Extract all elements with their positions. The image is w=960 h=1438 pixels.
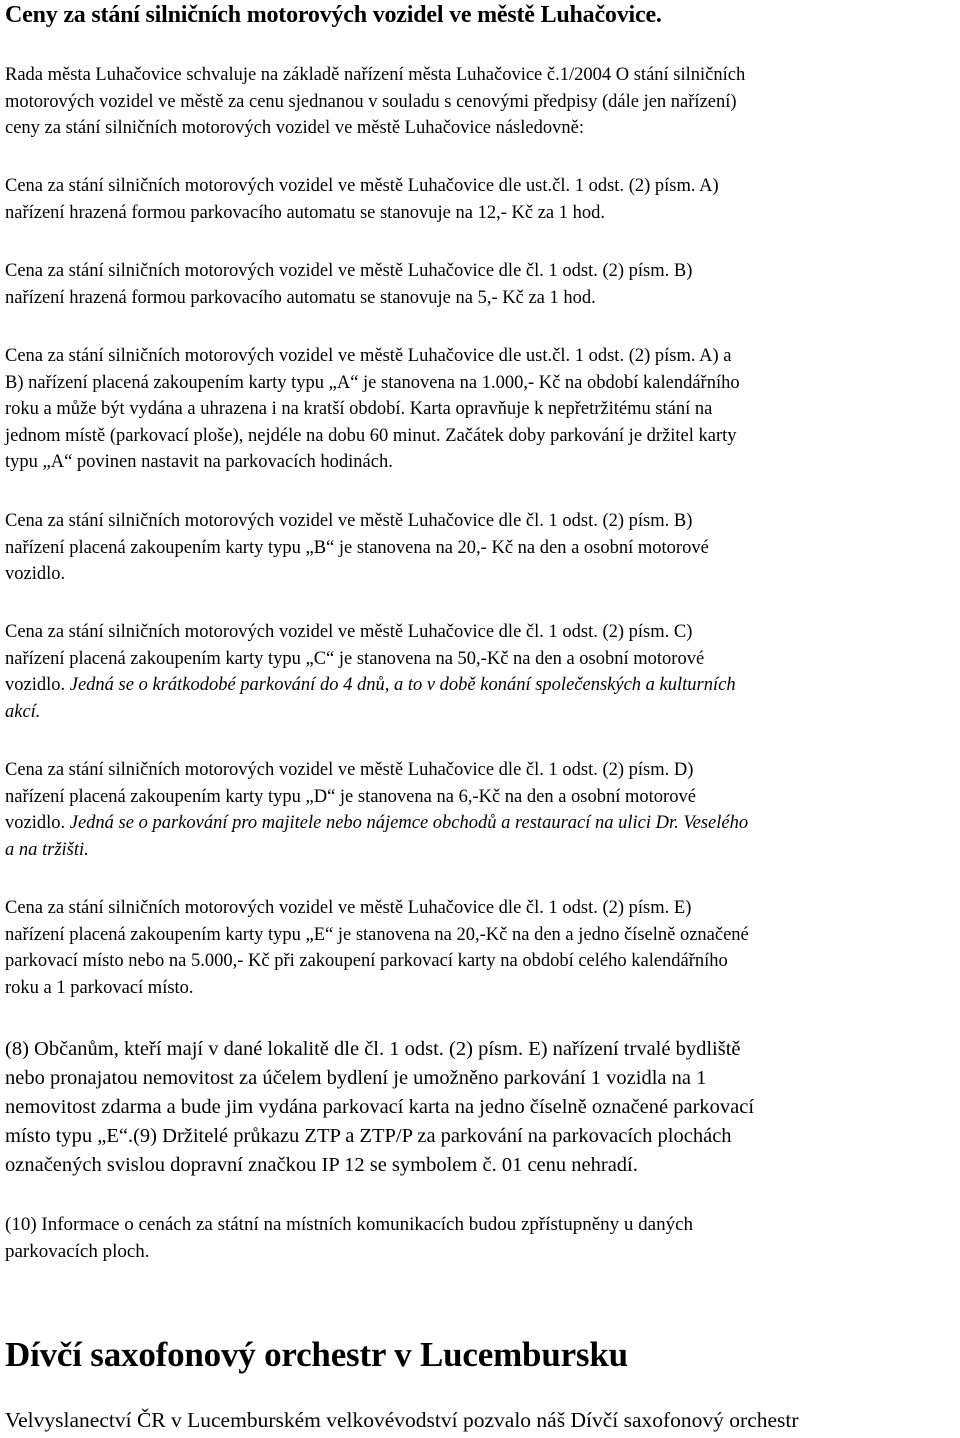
text-line: místo typu „E“.(9) Držitelé průkazu ZTP a ZTP/P za parkování na parkovacích plochách: [5, 1125, 732, 1147]
text-italic: Jedná se o parkování pro majitele nebo nájemce obchodů a restaurací na ulici Dr. Veselého: [69, 813, 749, 833]
paragraph-card-e: [5, 895, 960, 1001]
text-line: nařízení placená zakoupením karty typu „B“ je stanovena na 20,- Kč na den a osobní motorové: [5, 537, 709, 558]
text-line: ceny za stání silničních motorových vozidel ve městě Luhačovice následovně:: [5, 118, 584, 138]
text-line: (8) Občanům, kteří mají v dané lokalitě dle čl. 1 odst. (2) písm. E) nařízení trvalé bydliště: [5, 1038, 741, 1060]
text-line: Velvyslanectví ČR v Lucemburském velkovévodství pozvalo náš Dívčí saxofonový orchestr: [5, 1408, 799, 1432]
text-line: roku a 1 parkovací místo.: [5, 977, 194, 998]
text-italic: a na tržišti.: [5, 839, 89, 860]
text-line: Cena za stání silničních motorových vozidel ve městě Luhačovice dle čl. 1 odst. (2) písm. E): [5, 898, 692, 918]
text-line: vozidlo.: [5, 564, 66, 584]
text-line: nařízení placená zakoupením karty typu „E“ je stanovena na 20,-Kč na den a jedno číselně označené: [5, 924, 749, 945]
text-line: nemovitost zdarma a bude jim vydána parkovací karta na jedno číselně označené parkovací: [5, 1096, 755, 1118]
text-italic: akcí.: [5, 701, 41, 722]
text-line: jednom místě (parkovací ploše), nejdéle na dobu 60 minut. Začátek doby parkování je držitel karty: [5, 425, 737, 446]
text-line: roku a může být vydána a uhrazena i na kratší období. Karta opravňuje k nepřetržitému stání na: [5, 399, 713, 419]
paragraph-10: [5, 1211, 960, 1265]
text-line: (10) Informace o cenách za státní na místních komunikacích budou zpřístupněny u daných: [5, 1214, 693, 1235]
text-line: Rada města Luhačovice schvaluje na základě nařízení města Luhačovice č.1/2004 O stání silničních: [5, 65, 746, 85]
text-line: [5, 810, 960, 837]
text-italic: Jedná se o krátkodobé parkování do 4 dnů, a to v době konání společenských a kulturních: [69, 675, 736, 695]
text-line: Cena za stání silničních motorových vozidel ve městě Luhačovice dle čl. 1 odst. (2) písm. C): [5, 622, 693, 642]
text-line: nařízení placená zakoupením karty typu „D“ je stanovena na 6,-Kč na den a osobní motorové: [5, 786, 696, 807]
text-line: Cena za stání silničních motorových vozidel ve městě Luhačovice dle čl. 1 odst. (2) písm. D): [5, 760, 694, 780]
text-plain: vozidlo.: [5, 675, 70, 695]
text-line: typu „A“ povinen nastavit na parkovacích hodinách.: [5, 452, 393, 472]
text-line: označených svislou dopravní značkou IP 12 se symbolem č. 01 cenu nehradí.: [5, 1154, 638, 1176]
text-line: Cena za stání silničních motorových vozidel ve městě Luhačovice dle čl. 1 odst. (2) písm. B): [5, 261, 693, 281]
paragraph-card-b: [5, 508, 960, 588]
text-line: [5, 837, 960, 864]
text-line: Cena za stání silničních motorových vozidel ve městě Luhačovice dle čl. 1 odst. (2) písm. B): [5, 511, 693, 531]
paragraph-card-a: [5, 343, 960, 476]
text-line: Cena za stání silničních motorových vozidel ve městě Luhačovice dle ust.čl. 1 odst. (2) písm. A): [5, 176, 719, 196]
paragraph-price-b: [5, 258, 960, 311]
text-line: nařízení hrazená formou parkovacího automatu se stanovuje na 5,- Kč za 1 hod.: [5, 287, 596, 308]
section-title: Dívčí saxofonový orchestr v Lucembursku: [5, 1335, 628, 1374]
text-plain: vozidlo.: [5, 813, 70, 833]
text-line: [5, 672, 960, 699]
text-line: [5, 699, 960, 726]
intro-paragraph: [5, 62, 960, 142]
text-line: parkovací místo nebo na 5.000,- Kč při zakoupení parkovací karty na období celého kalendářního: [5, 951, 728, 971]
text-line: nařízení placená zakoupením karty typu „C“ je stanovena na 50,-Kč na den a osobní motorové: [5, 648, 705, 669]
text-line: nařízení hrazená formou parkovacího automatu se stanovuje na 12,- Kč za 1 hod.: [5, 202, 605, 223]
document-title: Ceny za stání silničních motorových vozidel ve městě Luhačovice.: [5, 2, 662, 28]
text-line: B) nařízení placená zakoupením karty typu „A“ je stanovena na 1.000,- Kč na období kalendářního: [5, 372, 740, 393]
paragraph-8: [5, 1035, 960, 1180]
text-line: parkovacích ploch.: [5, 1241, 150, 1262]
paragraph-card-d: [5, 757, 960, 863]
paragraph-last: [5, 1406, 960, 1434]
text-line: nebo pronajatou nemovitost za účelem bydlení je umožněno parkování 1 vozidla na 1: [5, 1067, 707, 1089]
text-line: motorových vozidel ve městě za cenu sjednanou v souladu s cenovými předpisy (dále jen nařízení): [5, 91, 737, 112]
text-line: Cena za stání silničních motorových vozidel ve městě Luhačovice dle ust.čl. 1 odst. (2) písm. A) a: [5, 346, 732, 366]
paragraph-card-c: [5, 619, 960, 725]
paragraph-price-a: [5, 173, 960, 226]
